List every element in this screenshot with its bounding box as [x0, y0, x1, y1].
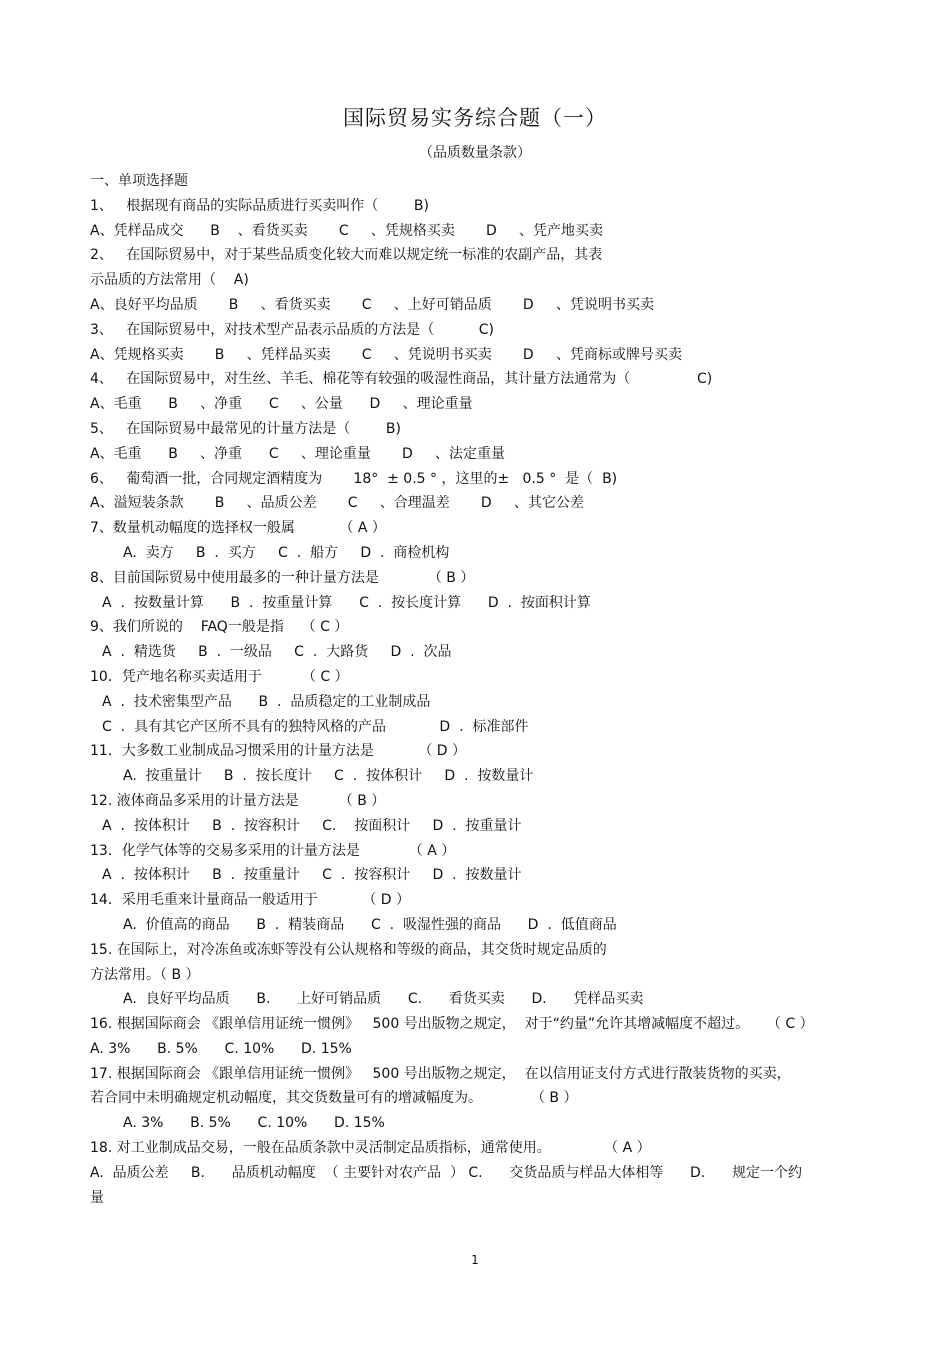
text-line: A. 卖方 B . 买方 C . 船方 D . 商检机构	[123, 544, 450, 561]
text-line: A、溢短装条款 B 、品质公差 C 、合理温差 D 、其它公差	[90, 495, 584, 512]
text-line: 16. 根据国际商会 《跟单信用证统一惯例》 500 号出版物之规定， 对于“约量”允许其增减幅度不超过。 （ C ）	[90, 1016, 814, 1033]
text-line: A . 精选货 B . 一级品 C . 大路货 D . 次品	[102, 644, 452, 661]
text-line: 9、我们所说的 FAQ一般是指 （ C ）	[90, 619, 349, 636]
text-line: A . 按数量计算 B . 按重量计算 C . 按长度计算 D . 按面积计算	[102, 594, 591, 611]
text-line: A. 按重量计 B . 按长度计 C . 按体积计 D . 按数量计	[123, 768, 534, 785]
text-line: 10．凭产地名称买卖适用于 （ C ）	[90, 668, 349, 685]
text-line: 7、数量机动幅度的选择权一般属 （ A ）	[90, 520, 386, 537]
text-line: 若合同中未明确规定机动幅度，其交货数量可有的增减幅度为。 （ B ）	[90, 1090, 578, 1107]
page-subtitle: （品质数量条款）	[419, 145, 531, 161]
text-line: A. 3% B. 5% C. 10% D. 15%	[90, 1040, 352, 1057]
text-line: 3、 在国际贸易中，对技术型产品表示品质的方法是（ C)	[90, 321, 494, 338]
text-line: 5、 在国际贸易中最常见的计量方法是（ B)	[90, 420, 401, 437]
text-line: A、毛重 B 、净重 C 、公量 D 、理论重量	[90, 396, 473, 413]
text-line: 一、单项选择题	[90, 173, 188, 189]
text-line: 8、目前国际贸易中使用最多的一种计量方法是 （ B ）	[90, 569, 475, 586]
text-line: A . 技术密集型产品 B . 品质稳定的工业制成品	[102, 693, 431, 710]
text-line: 11．大多数工业制成品习惯采用的计量方法是 （ D ）	[90, 743, 466, 760]
page-title: 国际贸易实务综合题（一）	[343, 106, 607, 130]
text-line: A . 按体积计 B . 按容积计 C. 按面积计 D . 按重量计	[102, 817, 522, 834]
text-line: 2、 在国际贸易中，对于某些品质变化较大而难以规定统一标准的农副产品，其表	[90, 247, 603, 264]
text-line: A. 良好平均品质 B. 上好可销品质 C. 看货买卖 D. 凭样品买卖	[123, 991, 644, 1008]
question-list	[90, 169, 860, 1210]
text-line: 18. 对工业制成品交易，一般在品质条款中灵活制定品质指标，通常使用。 （ A ）	[90, 1140, 651, 1157]
text-line: 1、 根据现有商品的实际品质进行买卖叫作（ B)	[90, 197, 429, 214]
text-line: 13．化学气体等的交易多采用的计量方法是 （ A ）	[90, 842, 456, 859]
text-line: 4、 在国际贸易中，对生丝、羊毛、棉花等有较强的吸湿性商品，其计量方法通常为（ C)	[90, 371, 713, 388]
text-line: A . 按体积计 B . 按重量计 C . 按容积计 D . 按数量计	[102, 867, 522, 884]
text-line: C . 具有其它产区所不具有的独特风格的产品 D . 标准部件	[102, 718, 529, 735]
page-number: 1	[471, 1253, 479, 1267]
text-line: 14．采用毛重来计量商品一般适用于 （ D ）	[90, 892, 410, 909]
text-line: A. 价值高的商品 B . 精装商品 C . 吸湿性强的商品 D . 低值商品	[123, 916, 617, 933]
text-line: 12. 液体商品多采用的计量方法是 （ B ）	[90, 792, 386, 809]
text-line: 量	[90, 1189, 104, 1206]
text-line: A. 3% B. 5% C. 10% D. 15%	[123, 1115, 385, 1132]
text-line: 17. 根据国际商会 《跟单信用证统一惯例》 500 号出版物之规定， 在以信用证支付方式进行散装货物的买卖，	[90, 1065, 791, 1082]
text-line: 方法常用。（ B ）	[90, 966, 200, 983]
text-line: A、良好平均品质 B 、看货买卖 C 、上好可销品质 D 、凭说明书买卖	[90, 296, 654, 313]
text-line: 15. 在国际上，对冷冻鱼或冻虾等没有公认规格和等级的商品，其交货时规定品质的	[90, 941, 607, 958]
text-line: A、凭规格买卖 B 、凭样品买卖 C 、凭说明书买卖 D 、凭商标或牌号买卖	[90, 346, 682, 363]
text-line: 示品质的方法常用（ A)	[90, 272, 249, 289]
text-line: A、毛重 B 、净重 C 、理论重量 D 、法定重量	[90, 445, 506, 462]
text-line: 6、 葡萄酒一批，合同规定酒精度为 18° ± 0.5 ° ，这里的± 0.5 ° 是（ B)	[90, 470, 618, 487]
text-line: A、凭样品成交 B 、看货买卖 C 、凭规格买卖 D 、凭产地买卖	[90, 222, 604, 239]
text-line: A. 品质公差 B. 品质机动幅度 （ 主要针对农产品 ） C. 交货品质与样品大体相等 D. 规定一个约	[90, 1164, 802, 1181]
